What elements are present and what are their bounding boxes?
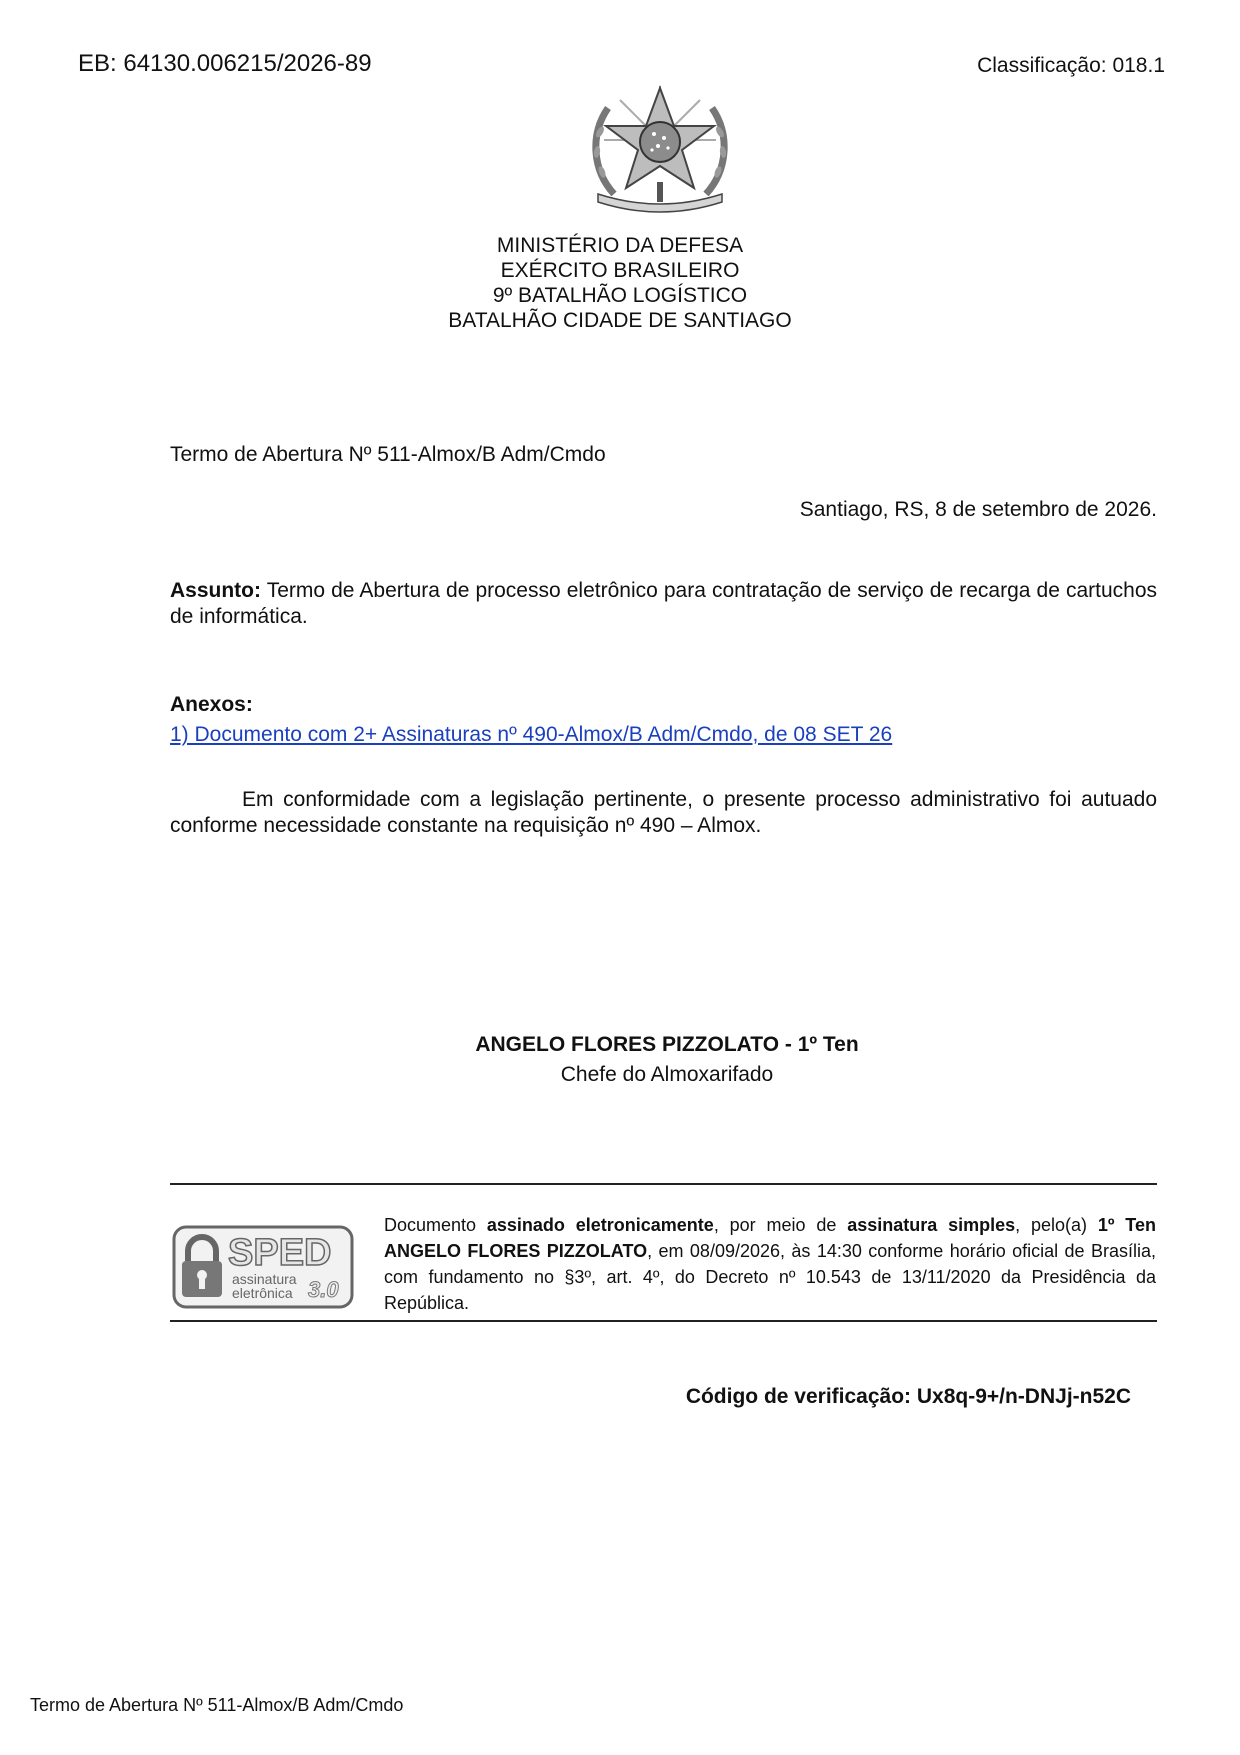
verification-code: Código de verificação: Ux8q-9+/n-DNJj-n52C bbox=[685, 1385, 1131, 1408]
org-line-city: BATALHÃO CIDADE DE SANTIAGO bbox=[448, 309, 792, 332]
divider-bottom bbox=[170, 1320, 1157, 1322]
sig-text-1: Documento bbox=[384, 1215, 487, 1235]
svg-text:SPED: SPED bbox=[228, 1232, 332, 1274]
brazil-coat-of-arms-icon bbox=[584, 82, 736, 218]
sig-text-2: , por meio de bbox=[713, 1215, 848, 1235]
document-title: Termo de Abertura Nº 511-Almox/B Adm/Cmdo bbox=[170, 443, 606, 466]
svg-text:3.0: 3.0 bbox=[308, 1277, 339, 1302]
classification: Classificação: 018.1 bbox=[977, 54, 1165, 77]
sped-logo bbox=[172, 1225, 354, 1309]
organization-header bbox=[0, 233, 1240, 333]
sig-bold-3: 1º Ten ANGELO FLORES PIZZOLATO bbox=[384, 1215, 1156, 1261]
body-paragraph: Em conformidade com a legislação pertinente, o presente processo administrativo foi autuado conforme necessidade constante na requisição nº 490 – Almox. bbox=[170, 788, 1157, 837]
dateline: Santiago, RS, 8 de setembro de 2026. bbox=[799, 498, 1157, 521]
subject-text: Termo de Abertura de processo eletrônico para contratação de serviço de recarga de cartuchos de informática. bbox=[170, 579, 1157, 628]
annex-link[interactable]: 1) Documento com 2+ Assinaturas nº 490-Almox/B Adm/Cmdo, de 08 SET 26 bbox=[170, 723, 893, 746]
process-number: EB: 64130.006215/2026-89 bbox=[78, 50, 372, 77]
divider-top bbox=[170, 1183, 1157, 1185]
annexes-label: Anexos: bbox=[170, 693, 253, 716]
signer-name: ANGELO FLORES PIZZOLATO - 1º Ten bbox=[475, 1033, 859, 1056]
sig-bold-1: assinado eletronicamente bbox=[486, 1215, 714, 1235]
org-line-army: EXÉRCITO BRASILEIRO bbox=[500, 259, 740, 282]
sig-text-4: , em 08/09/2026, às 14:30 conforme horário oficial de Brasília, com fundamento no §3º, art. 4º, do Decreto nº 10.543 de 13/11/2020 da Presidência da República. bbox=[384, 1241, 1156, 1313]
subject bbox=[170, 578, 1157, 630]
signer-role: Chefe do Almoxarifado bbox=[560, 1063, 774, 1086]
electronic-signature-statement bbox=[384, 1212, 1156, 1316]
svg-text:eletrônica: eletrônica bbox=[232, 1285, 293, 1301]
subject-label: Assunto: bbox=[170, 579, 261, 602]
org-line-ministry: MINISTÉRIO DA DEFESA bbox=[496, 234, 744, 257]
svg-text:assinatura: assinatura bbox=[232, 1271, 297, 1287]
sig-text-3: , pelo(a) bbox=[1015, 1215, 1098, 1235]
org-line-battalion: 9º BATALHÃO LOGÍSTICO bbox=[492, 284, 748, 307]
page-footer: Termo de Abertura Nº 511-Almox/B Adm/Cmdo bbox=[30, 1695, 404, 1715]
sig-bold-2: assinatura simples bbox=[847, 1215, 1016, 1235]
